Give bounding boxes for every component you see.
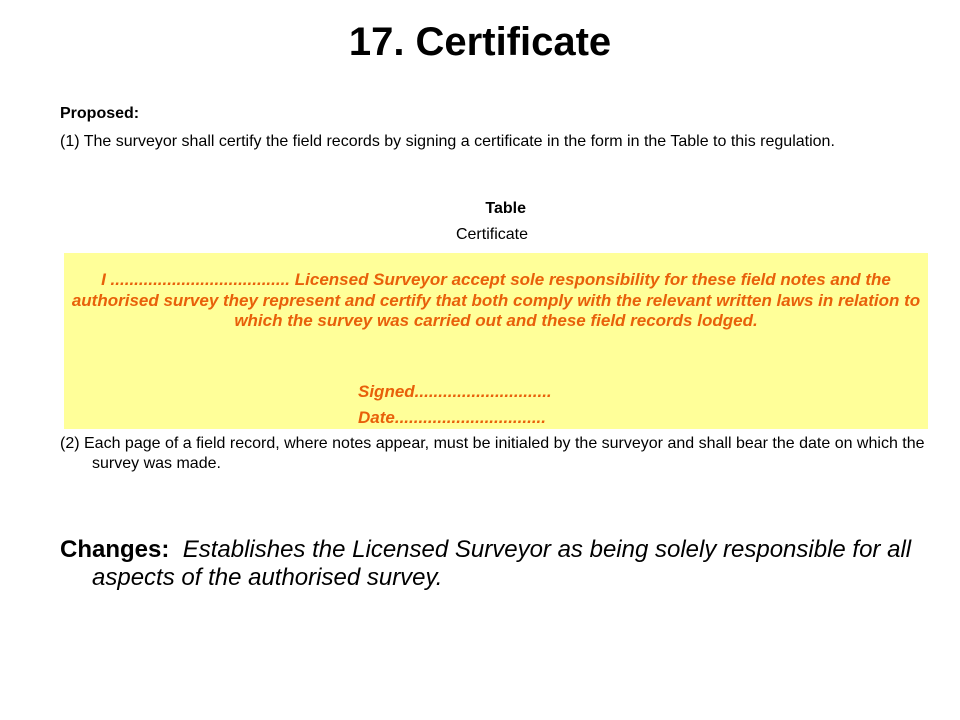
proposed-label: Proposed: bbox=[60, 105, 140, 122]
regulation-paragraph-1: (1) The surveyor shall certify the field records by signing a certificate in the form in the Table to this regulation. bbox=[60, 133, 835, 150]
changes-text: Establishes the Licensed Surveyor as being solely responsible for all aspects of the authorised survey. bbox=[92, 536, 912, 591]
certificate-signed-line: Signed............................. bbox=[358, 382, 552, 401]
changes-section bbox=[60, 536, 952, 592]
page-title: 17. Certificate bbox=[348, 20, 612, 64]
table-heading: Table bbox=[485, 200, 526, 217]
certificate-heading: Certificate bbox=[455, 226, 528, 243]
certificate-body: I ...................................... Licensed Surveyor accept sole responsibility for these field notes and the authorised survey they represent and certify that both comply with the relevant written laws in relation to which the survey was carried out and these field records lodged. bbox=[71, 270, 921, 330]
changes-label: Changes: bbox=[60, 536, 170, 563]
regulation-paragraph-2: (2) Each page of a field record, where notes appear, must be initialed by the surveyor and shall bear the date on which the survey was made. bbox=[60, 435, 925, 472]
certificate-date-line: Date................................ bbox=[358, 408, 546, 427]
